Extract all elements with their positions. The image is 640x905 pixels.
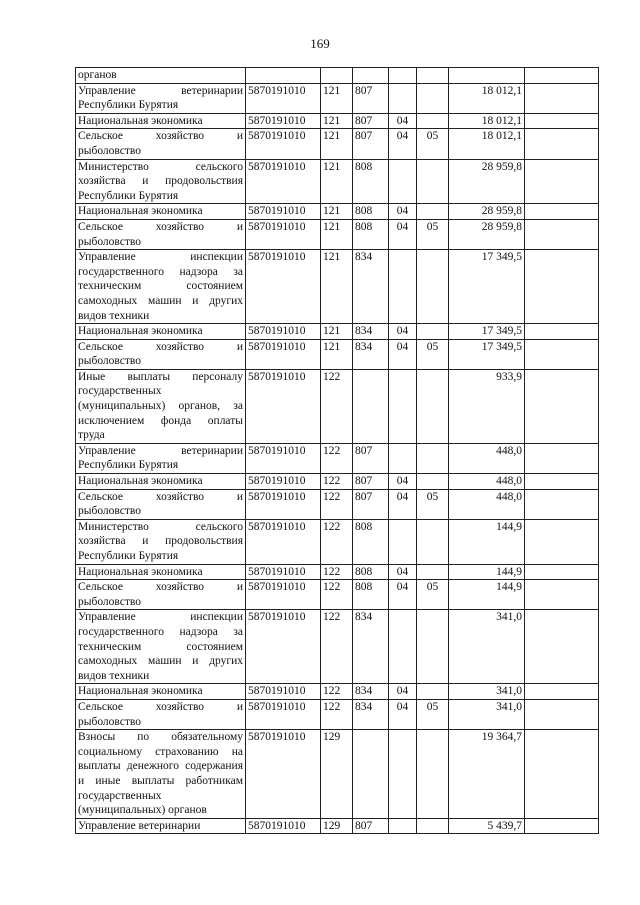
row-name: Сельское хозяйство и рыболовство: [76, 339, 246, 369]
row-expense-type: [321, 68, 353, 84]
row-section: 04: [389, 684, 417, 700]
row-administrator: 807: [353, 83, 389, 113]
table-row: [76, 474, 599, 490]
row-expense-type: 122: [321, 443, 353, 473]
row-subsection: [417, 68, 449, 84]
row-blank-cell: [525, 250, 599, 324]
row-section: 04: [389, 204, 417, 220]
row-target-code: 5870191010: [246, 113, 321, 129]
row-amount: 17 349,5: [449, 339, 525, 369]
row-section: 04: [389, 113, 417, 129]
row-administrator: 834: [353, 324, 389, 340]
row-section: 04: [389, 219, 417, 249]
row-section: 04: [389, 474, 417, 490]
row-amount: 18 012,1: [449, 83, 525, 113]
page-number: 169: [310, 36, 330, 51]
row-subsection: [417, 519, 449, 564]
row-expense-type: 121: [321, 113, 353, 129]
row-name: Министерство сельского хозяйства и продовольствия Республики Бурятия: [76, 159, 246, 204]
table-row: [76, 129, 599, 159]
row-expense-type: 121: [321, 219, 353, 249]
row-amount: 17 349,5: [449, 324, 525, 340]
row-amount: [449, 68, 525, 84]
row-blank-cell: [525, 83, 599, 113]
row-subsection: [417, 474, 449, 490]
row-amount: 341,0: [449, 684, 525, 700]
row-section: 04: [389, 129, 417, 159]
row-blank-cell: [525, 474, 599, 490]
row-target-code: 5870191010: [246, 369, 321, 443]
row-name: Иные выплаты персоналу государственных (муниципальных) органов, за исключением фонда оплаты труда: [76, 369, 246, 443]
row-amount: 144,9: [449, 564, 525, 580]
row-target-code: 5870191010: [246, 684, 321, 700]
row-amount: 18 012,1: [449, 129, 525, 159]
row-administrator: [353, 68, 389, 84]
row-subsection: 05: [417, 489, 449, 519]
row-expense-type: 122: [321, 684, 353, 700]
row-subsection: [417, 324, 449, 340]
row-subsection: 05: [417, 129, 449, 159]
row-subsection: [417, 204, 449, 220]
table-row: [76, 564, 599, 580]
row-section: 04: [389, 489, 417, 519]
row-name: Сельское хозяйство и рыболовство: [76, 489, 246, 519]
row-expense-type: 129: [321, 730, 353, 819]
table-row: [76, 519, 599, 564]
row-expense-type: 121: [321, 339, 353, 369]
row-subsection: 05: [417, 580, 449, 610]
budget-table: [75, 67, 599, 834]
row-administrator: 808: [353, 519, 389, 564]
row-blank-cell: [525, 324, 599, 340]
row-target-code: 5870191010: [246, 83, 321, 113]
table-row: [76, 699, 599, 729]
row-name: Министерство сельского хозяйства и продовольствия Республики Бурятия: [76, 519, 246, 564]
row-subsection: [417, 730, 449, 819]
row-name: Сельское хозяйство и рыболовство: [76, 129, 246, 159]
row-section: [389, 818, 417, 834]
row-amount: 448,0: [449, 489, 525, 519]
row-name: Управление инспекции государственного надзора за техническим состоянием самоходных машин и других видов техники: [76, 250, 246, 324]
row-name: Национальная экономика: [76, 324, 246, 340]
row-administrator: 834: [353, 339, 389, 369]
row-blank-cell: [525, 699, 599, 729]
row-name: Национальная экономика: [76, 474, 246, 490]
row-expense-type: 121: [321, 159, 353, 204]
row-name: Взносы по обязательному социальному страхованию на выплаты денежного содержания и иные выплаты работникам государственных (муниципальных) органов: [76, 730, 246, 819]
row-subsection: 05: [417, 699, 449, 729]
row-administrator: 807: [353, 474, 389, 490]
row-section: [389, 443, 417, 473]
row-target-code: 5870191010: [246, 580, 321, 610]
row-expense-type: 121: [321, 83, 353, 113]
row-target-code: 5870191010: [246, 489, 321, 519]
row-expense-type: 121: [321, 204, 353, 220]
row-expense-type: 122: [321, 580, 353, 610]
row-section: [389, 519, 417, 564]
row-section: [389, 68, 417, 84]
table-row: [76, 818, 599, 834]
row-subsection: [417, 818, 449, 834]
table-row: [76, 339, 599, 369]
row-amount: 19 364,7: [449, 730, 525, 819]
row-section: [389, 159, 417, 204]
row-target-code: 5870191010: [246, 129, 321, 159]
row-target-code: 5870191010: [246, 219, 321, 249]
row-expense-type: 122: [321, 369, 353, 443]
row-administrator: 834: [353, 250, 389, 324]
row-amount: 144,9: [449, 519, 525, 564]
row-blank-cell: [525, 489, 599, 519]
row-blank-cell: [525, 580, 599, 610]
row-expense-type: 121: [321, 129, 353, 159]
row-name: Сельское хозяйство и рыболовство: [76, 580, 246, 610]
row-administrator: 807: [353, 818, 389, 834]
table-row: [76, 489, 599, 519]
row-name: Национальная экономика: [76, 113, 246, 129]
row-blank-cell: [525, 68, 599, 84]
row-subsection: [417, 443, 449, 473]
row-blank-cell: [525, 610, 599, 684]
row-amount: 448,0: [449, 474, 525, 490]
row-blank-cell: [525, 339, 599, 369]
row-administrator: 807: [353, 443, 389, 473]
table-row: [76, 580, 599, 610]
row-target-code: 5870191010: [246, 339, 321, 369]
row-section: [389, 250, 417, 324]
row-section: 04: [389, 339, 417, 369]
row-target-code: 5870191010: [246, 519, 321, 564]
row-expense-type: 122: [321, 699, 353, 729]
table-row: [76, 369, 599, 443]
row-administrator: 834: [353, 610, 389, 684]
row-subsection: [417, 159, 449, 204]
row-target-code: 5870191010: [246, 250, 321, 324]
row-target-code: 5870191010: [246, 610, 321, 684]
row-administrator: 808: [353, 564, 389, 580]
row-amount: 28 959,8: [449, 204, 525, 220]
table-row: [76, 730, 599, 819]
table-row: [76, 204, 599, 220]
row-expense-type: 122: [321, 564, 353, 580]
row-name: Управление ветеринарии: [76, 818, 246, 834]
table-row: [76, 610, 599, 684]
row-section: 04: [389, 699, 417, 729]
row-administrator: 834: [353, 684, 389, 700]
row-target-code: 5870191010: [246, 730, 321, 819]
table-row: [76, 83, 599, 113]
row-section: 04: [389, 580, 417, 610]
row-subsection: [417, 83, 449, 113]
row-target-code: 5870191010: [246, 818, 321, 834]
row-subsection: 05: [417, 219, 449, 249]
row-target-code: 5870191010: [246, 204, 321, 220]
row-administrator: 834: [353, 699, 389, 729]
row-section: 04: [389, 564, 417, 580]
row-expense-type: 122: [321, 610, 353, 684]
row-target-code: [246, 68, 321, 84]
row-section: [389, 83, 417, 113]
row-target-code: 5870191010: [246, 159, 321, 204]
table-row: [76, 113, 599, 129]
row-blank-cell: [525, 369, 599, 443]
row-amount: 18 012,1: [449, 113, 525, 129]
row-blank-cell: [525, 129, 599, 159]
table-row: [76, 219, 599, 249]
row-blank-cell: [525, 730, 599, 819]
row-blank-cell: [525, 684, 599, 700]
row-blank-cell: [525, 818, 599, 834]
row-name: Национальная экономика: [76, 684, 246, 700]
row-amount: 341,0: [449, 610, 525, 684]
row-blank-cell: [525, 204, 599, 220]
table-body: [76, 68, 599, 834]
row-administrator: 808: [353, 219, 389, 249]
row-name: Сельское хозяйство и рыболовство: [76, 699, 246, 729]
row-name: Национальная экономика: [76, 564, 246, 580]
row-blank-cell: [525, 443, 599, 473]
row-target-code: 5870191010: [246, 474, 321, 490]
row-amount: 448,0: [449, 443, 525, 473]
table-row: [76, 159, 599, 204]
row-subsection: [417, 564, 449, 580]
row-administrator: 807: [353, 129, 389, 159]
row-administrator: 807: [353, 489, 389, 519]
row-administrator: [353, 730, 389, 819]
row-administrator: 808: [353, 159, 389, 204]
row-expense-type: 122: [321, 519, 353, 564]
row-amount: 144,9: [449, 580, 525, 610]
row-target-code: 5870191010: [246, 324, 321, 340]
table-row: [76, 443, 599, 473]
row-expense-type: 122: [321, 474, 353, 490]
row-subsection: 05: [417, 339, 449, 369]
row-name: Национальная экономика: [76, 204, 246, 220]
row-name: Управление ветеринарии Республики Бурятия: [76, 83, 246, 113]
row-amount: 28 959,8: [449, 159, 525, 204]
row-target-code: 5870191010: [246, 564, 321, 580]
row-administrator: 808: [353, 204, 389, 220]
row-target-code: 5870191010: [246, 699, 321, 729]
row-target-code: 5870191010: [246, 443, 321, 473]
row-amount: 17 349,5: [449, 250, 525, 324]
table-row: [76, 324, 599, 340]
table-row: [76, 684, 599, 700]
row-expense-type: 121: [321, 250, 353, 324]
table-row: [76, 68, 599, 84]
row-subsection: [417, 684, 449, 700]
row-section: 04: [389, 324, 417, 340]
row-blank-cell: [525, 219, 599, 249]
row-name: Сельское хозяйство и рыболовство: [76, 219, 246, 249]
row-expense-type: 129: [321, 818, 353, 834]
row-blank-cell: [525, 519, 599, 564]
row-administrator: 807: [353, 113, 389, 129]
row-amount: 933,9: [449, 369, 525, 443]
row-expense-type: 121: [321, 324, 353, 340]
row-name: Управление ветеринарии Республики Бурятия: [76, 443, 246, 473]
row-section: [389, 730, 417, 819]
row-subsection: [417, 369, 449, 443]
row-blank-cell: [525, 564, 599, 580]
row-blank-cell: [525, 113, 599, 129]
row-expense-type: 122: [321, 489, 353, 519]
row-blank-cell: [525, 159, 599, 204]
row-name: органов: [76, 68, 246, 84]
row-subsection: [417, 610, 449, 684]
row-subsection: [417, 113, 449, 129]
row-amount: 5 439,7: [449, 818, 525, 834]
row-amount: 28 959,8: [449, 219, 525, 249]
row-administrator: 808: [353, 580, 389, 610]
row-administrator: [353, 369, 389, 443]
row-section: [389, 610, 417, 684]
row-amount: 341,0: [449, 699, 525, 729]
table-row: [76, 250, 599, 324]
row-section: [389, 369, 417, 443]
row-name: Управление инспекции государственного надзора за техническим состоянием самоходных машин и других видов техники: [76, 610, 246, 684]
row-subsection: [417, 250, 449, 324]
